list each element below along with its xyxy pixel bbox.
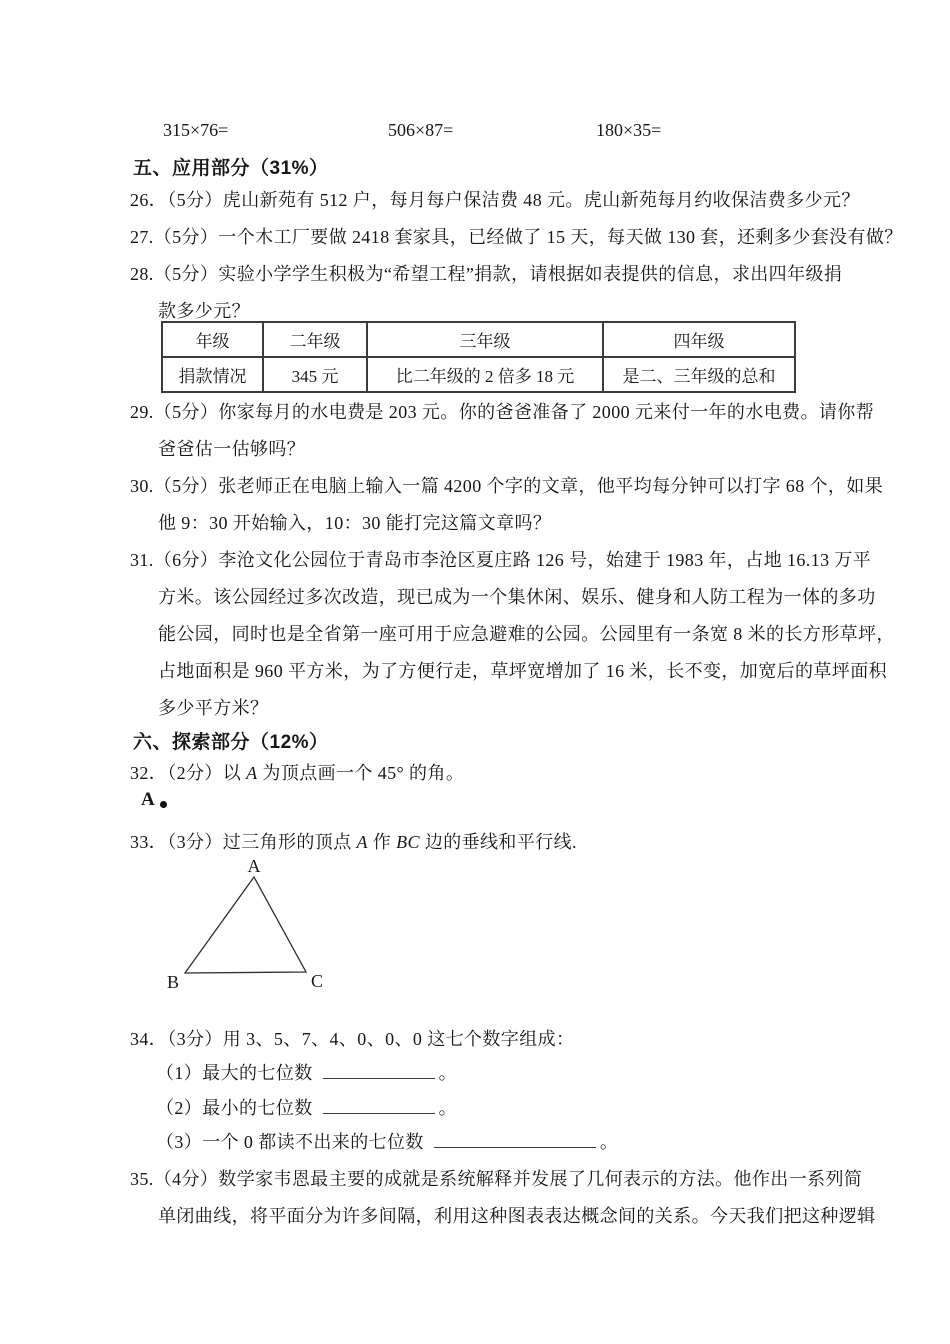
calc-expression-1: 315×76= — [163, 120, 229, 140]
q34-item2-label: （2）最小的七位数 — [156, 1098, 313, 1118]
q33-text-1: 33．（3分）过三角形的顶点 — [130, 832, 357, 852]
q34-item1-label: （1）最大的七位数 — [156, 1063, 313, 1083]
question-33 — [130, 831, 577, 853]
triangle-label-a: A — [247, 856, 261, 876]
question-28-line-2: 款多少元？ — [158, 301, 250, 321]
q34-item1-blank — [323, 1062, 435, 1079]
donation-table-data-row — [162, 357, 795, 392]
question-34-item-2 — [156, 1097, 457, 1119]
question-35-line-2: 单闭曲线，将平面分为许多间隔，利用这种图表表达概念间的关系。今天我们把这种逻辑 — [158, 1206, 876, 1226]
calc-expression-2: 506×87= — [388, 120, 454, 140]
q33-text-2: 作 — [367, 832, 397, 852]
q33-side-letters: BC — [396, 832, 420, 852]
question-32 — [130, 762, 464, 784]
question-27: 27.（5分）一个木工厂要做 2418 套家具，已经做了 15 天，每天做 130 套，还剩多少套没有做？ — [130, 227, 903, 247]
table-cell-grade2-amount: 345 元 — [263, 357, 367, 392]
calc-expression-3: 180×35= — [596, 120, 662, 140]
question-34-item-1 — [156, 1062, 457, 1084]
triangle-shape — [185, 877, 306, 973]
q33-vertex-letter: A — [356, 832, 368, 852]
donation-table — [161, 321, 796, 393]
question-34-item-3 — [156, 1131, 618, 1153]
table-header-grade4: 四年级 — [603, 322, 795, 357]
question-29-line-2: 爸爸估一估够吗？ — [158, 439, 306, 459]
question-35-line-1: 35.（4分）数学家韦恩最主要的成就是系统解释并发展了几何表示的方法。他作出一系列简 — [130, 1169, 863, 1189]
q34-item3-period: 。 — [599, 1132, 619, 1152]
section-explore-heading: 六、探索部分（12%） — [133, 732, 329, 753]
q32-text-2: 为顶点画一个 45° 的角。 — [257, 763, 465, 783]
table-header-grade: 年级 — [162, 322, 263, 357]
q34-item2-blank — [323, 1097, 435, 1114]
question-29-line-1: 29.（5分）你家每月的水电费是 203 元。你的爸爸准备了 2000 元来付一年的水电费。请你帮 — [130, 402, 875, 422]
question-31-line-2: 方米。该公园经过多次改造，现已成为一个集休闲、娱乐、健身和人防工程为一体的多功 — [158, 587, 876, 607]
question-28-line-1: 28.（5分）实验小学学生积极为“希望工程”捐款，请根据如表提供的信息，求出四年级捐 — [130, 264, 843, 284]
question-30-line-2: 他 9：30 开始输入，10：30 能打完这篇文章吗？ — [158, 513, 552, 533]
table-cell-grade3-desc: 比二年级的 2 倍多 18 元 — [367, 357, 603, 392]
q32-vertex-a-label: A — [141, 789, 156, 810]
q32-vertex-point — [160, 801, 167, 808]
question-31-line-4: 占地面积是 960 平方米，为了方便行走，草坪宽增加了 16 米，长不变，加宽后的草坪面积 — [158, 661, 887, 681]
q32-text-1: 32．（2分）以 — [130, 763, 247, 783]
triangle-figure — [150, 855, 350, 1000]
question-34: 34．（3分）用 3、5、7、4、0、0、0 这七个数字组成： — [130, 1029, 575, 1049]
q34-item3-blank — [434, 1131, 596, 1148]
table-header-grade3: 三年级 — [367, 322, 603, 357]
section-applied-heading: 五、应用部分（31%） — [133, 158, 329, 179]
table-cell-grade4-desc: 是二、三年级的总和 — [603, 357, 795, 392]
question-30-line-1: 30.（5分）张老师正在电脑上输入一篇 4200 个字的文章，他平均每分钟可以打字 68 个，如果 — [130, 476, 884, 496]
donation-table-header-row — [162, 322, 795, 357]
question-31-line-1: 31.（6分）李沧文化公园位于青岛市李沧区夏庄路 126 号，始建于 1983 年，占地 16.13 万平 — [130, 550, 872, 570]
q32-point-letter: A — [246, 763, 258, 783]
table-header-grade2: 二年级 — [263, 322, 367, 357]
q34-item3-label: （3）一个 0 都读不出来的七位数 — [156, 1132, 424, 1152]
triangle-label-b: B — [167, 972, 180, 992]
q33-text-3: 边的垂线和平行线. — [419, 832, 577, 852]
question-31-line-3: 能公园，同时也是全省第一座可用于应急避难的公园。公园里有一条宽 8 米的长方形草坪， — [158, 624, 895, 644]
question-31-line-5: 多少平方米？ — [158, 698, 269, 718]
q34-item2-period: 。 — [438, 1098, 458, 1118]
question-26: 26．（5分）虎山新苑有 512 户，每月每户保洁费 48 元。虎山新苑每月约收保洁费多少元？ — [130, 190, 860, 210]
q34-item1-period: 。 — [438, 1063, 458, 1083]
triangle-label-c: C — [311, 971, 324, 991]
table-cell-label: 捐款情况 — [162, 357, 263, 392]
